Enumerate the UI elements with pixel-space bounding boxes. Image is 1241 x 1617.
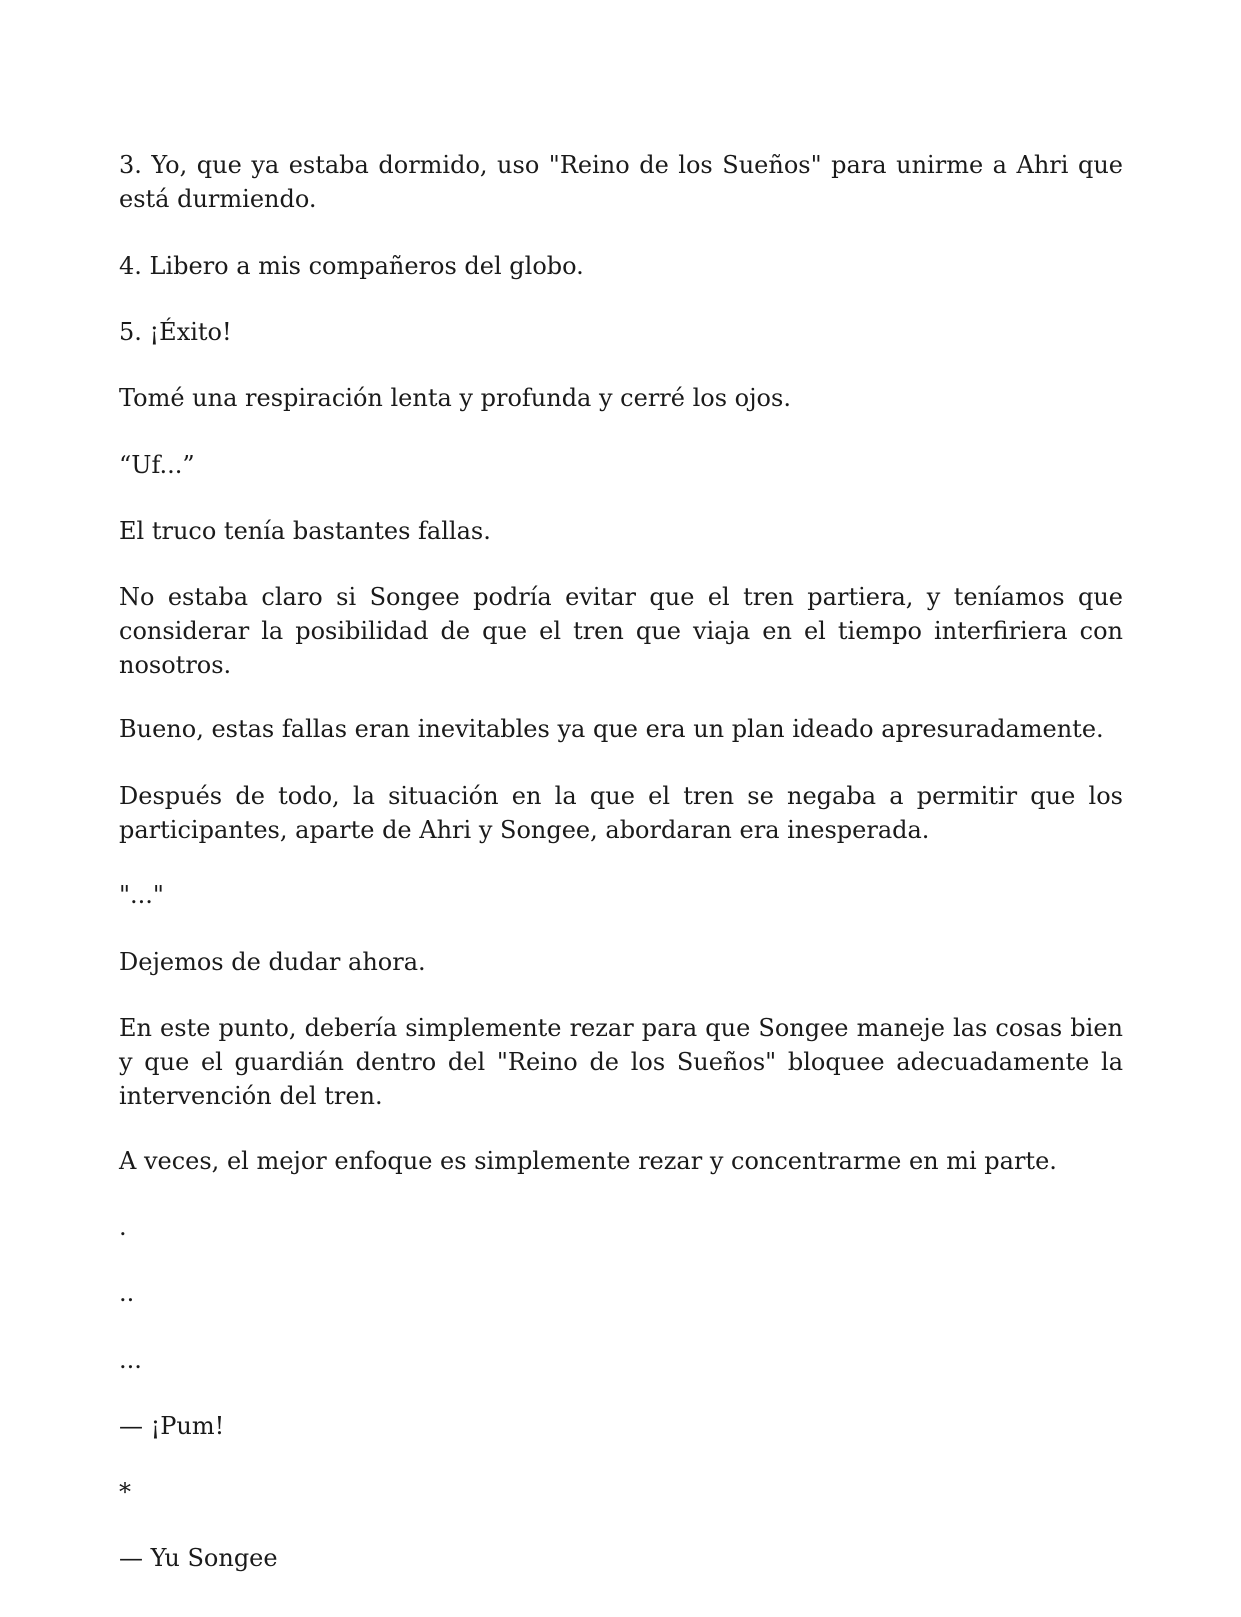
section-separator: * bbox=[119, 1478, 131, 1506]
paragraph-situation: Después de todo, la situación en la que el tren se negaba a permitir que los participantes, aparte de Ahri y Songee, abordaran era inesperada. bbox=[119, 782, 1123, 844]
scene-dot-2: .. bbox=[119, 1279, 135, 1307]
paragraph-best-approach: A veces, el mejor enfoque es simplemente rezar y concentrarme en mi parte. bbox=[119, 1147, 1057, 1175]
scene-dot-1: . bbox=[119, 1213, 127, 1241]
paragraph-inevitable: Bueno, estas fallas eran inevitables ya que era un plan ideado apresuradamente. bbox=[119, 715, 1104, 743]
paragraph-pum: — ¡Pum! bbox=[119, 1412, 225, 1440]
paragraph-step-4: 4. Libero a mis compañeros del globo. bbox=[119, 252, 584, 280]
paragraph-breath: Tomé una respiración lenta y profunda y cerré los ojos. bbox=[119, 384, 791, 412]
paragraph-pray: En este punto, debería simplemente rezar para que Songee maneje las cosas bien y que el guardián dentro del "Reino de los Sueños" bloquee adecuadamente la intervención del tren. bbox=[119, 1014, 1123, 1110]
paragraph-stop-doubting: Dejemos de dudar ahora. bbox=[119, 948, 426, 976]
pov-heading: — Yu Songee bbox=[119, 1544, 278, 1572]
paragraph-uf: “Uf...” bbox=[119, 451, 195, 479]
paragraph-ellipsis-quote: "..." bbox=[119, 881, 164, 909]
paragraph-flaws: El truco tenía bastantes fallas. bbox=[119, 517, 491, 545]
paragraph-train-doubt: No estaba claro si Songee podría evitar que el tren partiera, y teníamos que considerar la posibilidad de que el tren que viaja en el tiempo interfiriera con nosotros. bbox=[119, 583, 1123, 679]
paragraph-step-5: 5. ¡Éxito! bbox=[119, 318, 232, 346]
scene-dot-3: ... bbox=[119, 1346, 142, 1374]
paragraph-step-3: 3. Yo, que ya estaba dormido, uso "Reino de los Sueños" para unirme a Ahri que está durmiendo. bbox=[119, 151, 1123, 213]
